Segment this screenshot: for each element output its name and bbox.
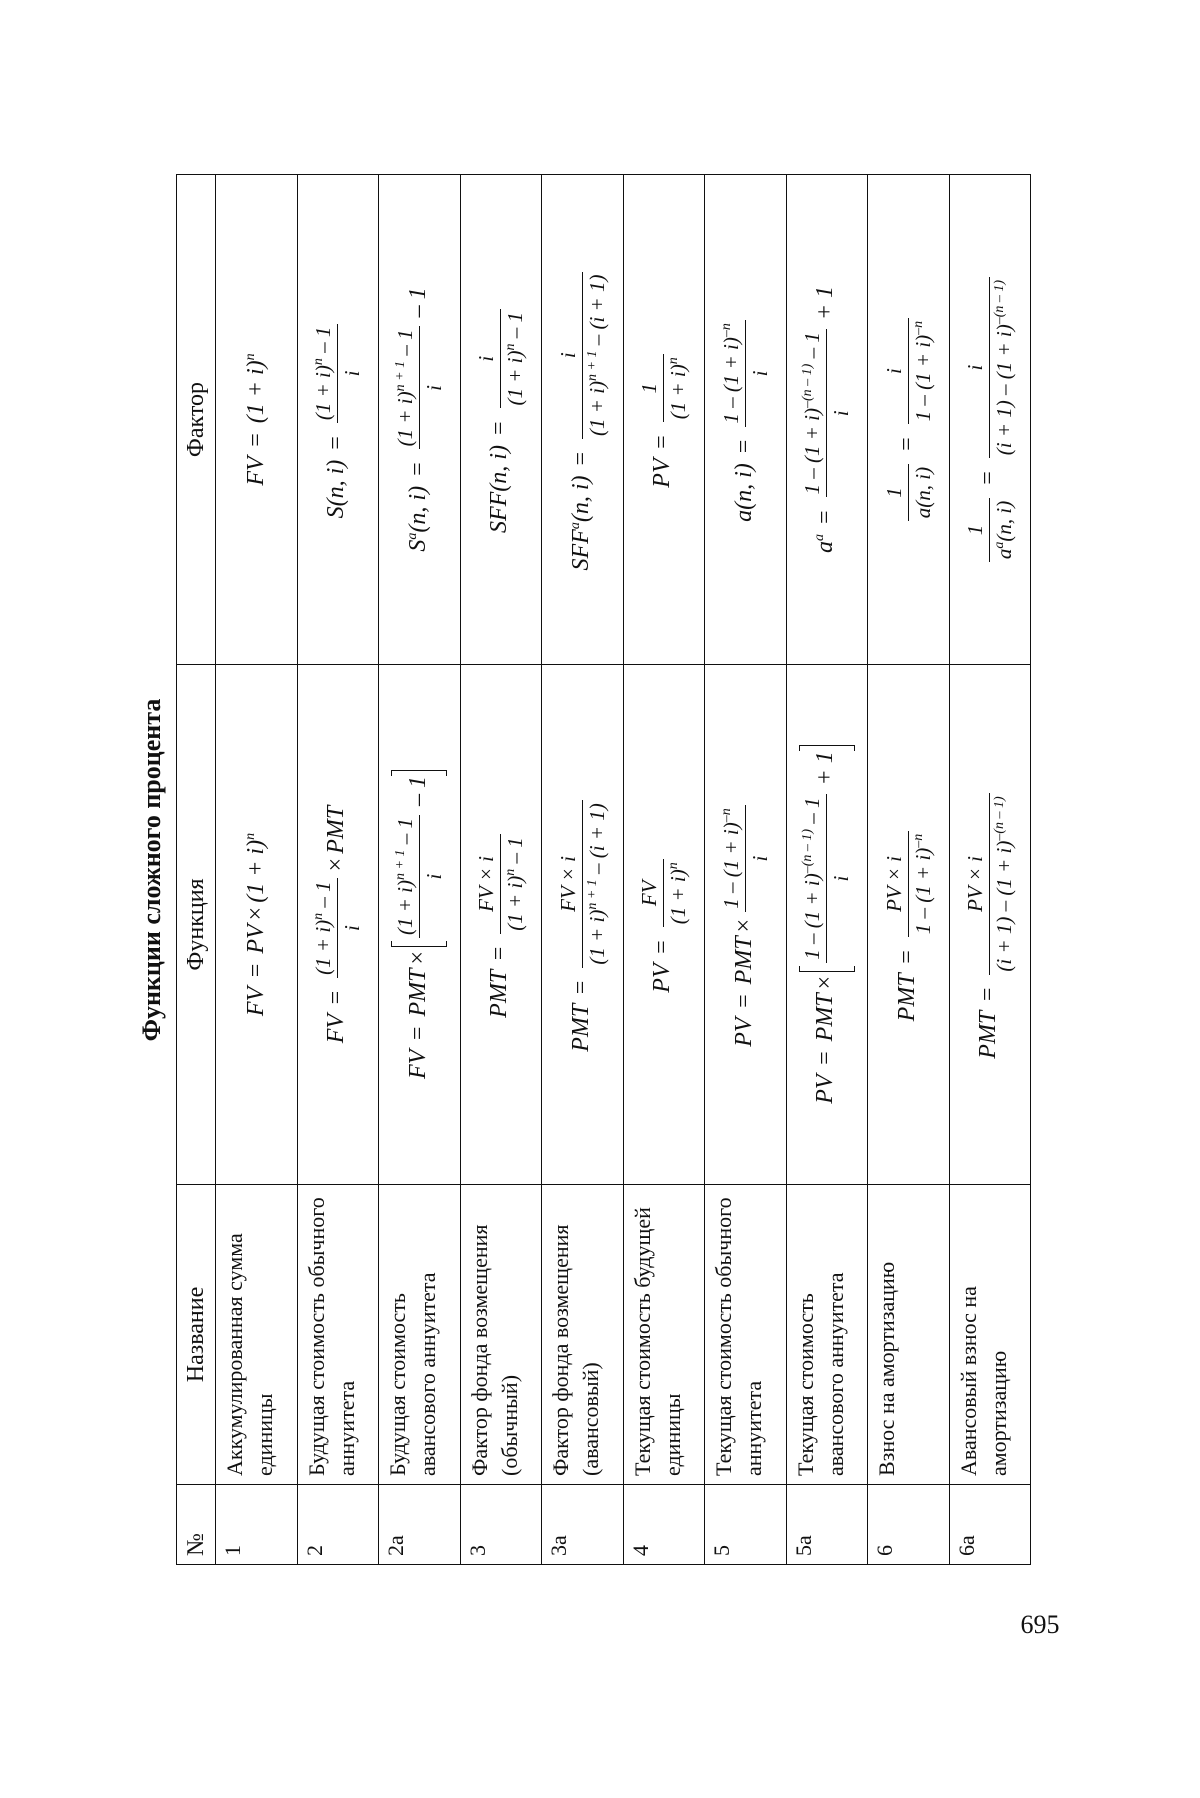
compound-interest-table xyxy=(176,174,1031,1565)
table-row xyxy=(705,175,787,1565)
table-title: Функции сложного процента xyxy=(137,698,166,1042)
row-num: 2a xyxy=(379,1485,461,1565)
row-num: 5a xyxy=(786,1485,868,1565)
formula-factor: 1 $a^a(n$, i) = i $(i + 1) - (1 + i)^{-(n - 1)}$ xyxy=(949,175,1031,665)
formula-factor: FV = $(1 + i)^n$ xyxy=(216,175,298,665)
formula-function: PMT = FV × i $(1 + i)^n - 1$ xyxy=(460,665,542,1185)
row-name: Аккумулированная сумма единицы xyxy=(216,1185,298,1485)
formula-factor: $a^a$ = $1 - (1 + i)^{-(n - 1)} - 1$ i + 1 xyxy=(786,175,868,665)
row-name: Взнос на амортизацию xyxy=(868,1185,950,1485)
formula-function: PV = FV $(1 + i)^n$ xyxy=(623,665,705,1185)
row-num: 1 xyxy=(216,1485,298,1565)
table-row xyxy=(379,175,461,1565)
formula-function: FV = PMT× $(1 + i)^{n + 1} - 1$ i – 1 xyxy=(379,665,461,1185)
row-name: Текущая стоимость авансового аннуитета xyxy=(786,1185,868,1485)
row-name: Будущая стоимость авансового аннуитета xyxy=(379,1185,461,1485)
row-num: 2 xyxy=(297,1485,379,1565)
header-name: Название xyxy=(177,1185,216,1485)
formula-factor: $S^a(n$, i) = $(1 + i)^{n + 1} - 1$ i – 1 xyxy=(379,175,461,665)
page-number: 695 xyxy=(1020,1610,1060,1639)
table-row xyxy=(297,175,379,1565)
formula-factor: 1 a(n, i) = i $1 - (1 + i)^{-n}$ xyxy=(868,175,950,665)
header-num: № xyxy=(177,1485,216,1565)
table-row xyxy=(460,175,542,1565)
table-row xyxy=(623,175,705,1565)
header-factor: Фактор xyxy=(177,175,216,665)
formula-factor: SFF(n, i) = i $(1 + i)^n - 1$ xyxy=(460,175,542,665)
formula-function: FV = $(1 + i)^n - 1$ i ×PMT xyxy=(297,665,379,1185)
row-num: 4 xyxy=(623,1485,705,1565)
formula-factor: SFF$^a$(n, i) = i $(1 + i)^{n + 1} - (i + 1)$ xyxy=(542,175,624,665)
formula-factor: S(n, i) = $(1 + i)^n - 1$ i xyxy=(297,175,379,665)
row-name: Фактор фонда возмещения (авансовый) xyxy=(542,1185,624,1485)
row-name: Текущая стоимость будущей единицы xyxy=(623,1185,705,1485)
table-row xyxy=(868,175,950,1565)
row-num: 6 xyxy=(868,1485,950,1565)
row-num: 5 xyxy=(705,1485,787,1565)
row-num: 3 xyxy=(460,1485,542,1565)
header-row xyxy=(177,175,216,1565)
formula-function: PMT = FV × i $(1 + i)^{n + 1} - (i + 1)$ xyxy=(542,665,624,1185)
formula-factor: PV = 1 $(1 + i)^n$ xyxy=(623,175,705,665)
row-name: Текущая стоимость обычного аннуитета xyxy=(705,1185,787,1485)
rotated-page xyxy=(128,175,1015,1565)
formula-function: FV = $PV\times(1 + i)^n$ xyxy=(216,665,298,1185)
row-name: Фактор фонда возмещения (обычный) xyxy=(460,1185,542,1485)
row-name: Будущая стоимость обычного аннуитета xyxy=(297,1185,379,1485)
row-num: 6a xyxy=(949,1485,1031,1565)
table-row xyxy=(949,175,1031,1565)
formula-function: PMT = PV × i $1 - (1 + i)^{-n}$ xyxy=(868,665,950,1185)
formula-factor: a(n, i) = $1 - (1 + i)^{-n}$ i xyxy=(705,175,787,665)
row-name: Авансовый взнос на амортизацию xyxy=(949,1185,1031,1485)
table-row xyxy=(786,175,868,1565)
table-row xyxy=(542,175,624,1565)
formula-function: PV = PMT× $1 - (1 + i)^{-(n - 1)} - 1$ i + 1 xyxy=(786,665,868,1185)
header-func: Функция xyxy=(177,665,216,1185)
formula-function: PV = PMT× $1 - (1 + i)^{-n}$ i xyxy=(705,665,787,1185)
table-row xyxy=(216,175,298,1565)
formula-function: PMT = PV × i $(i + 1) - (1 + i)^{-(n - 1)}$ xyxy=(949,665,1031,1185)
row-num: 3a xyxy=(542,1485,624,1565)
